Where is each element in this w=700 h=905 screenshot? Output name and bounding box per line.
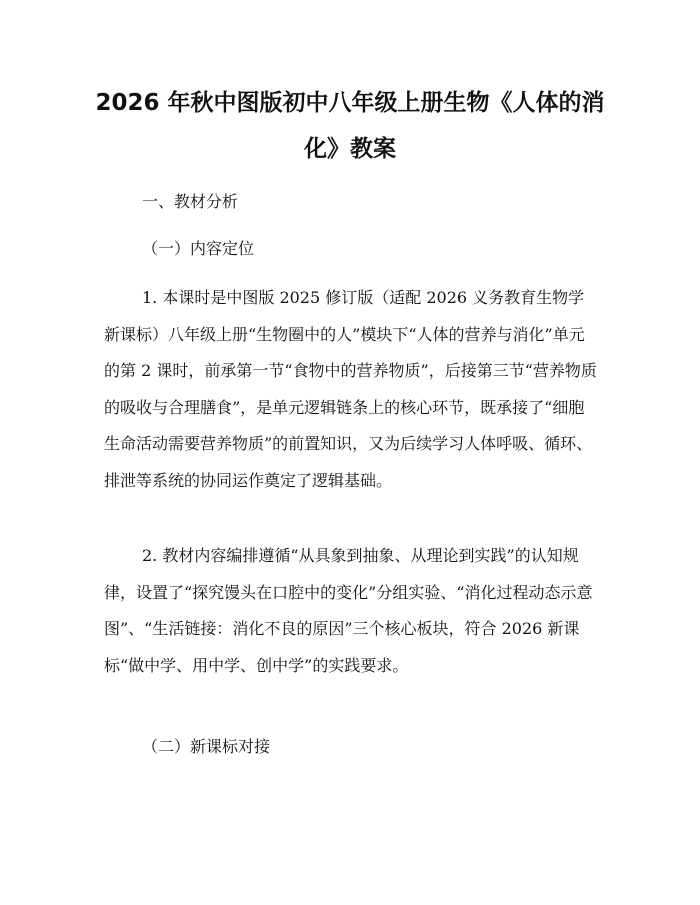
section-heading-teaching-material-analysis: 一、教材分析 [142, 192, 239, 211]
paragraph-content-positioning-2: 2. 教材内容编排遵循“从具象到抽象、从理论到实践”的认知规律，设置了“探究馒头在口腔中的变化”分组实验、“消化过程动态示意图”、“生活链接：消化不良的原因”三个核心板块，符合 2026 新课标“做中学、用中学、创中学”的实践要求。 [104, 546, 593, 675]
paragraph-content-positioning-1: 1. 本课时是中图版 2025 修订版（适配 2026 义务教育生物学新课标）八年级上册“生物圈中的人”模块下“人体的营养与消化”单元的第 2 课时，前承第一节“食物中的营养物质”，后接第三节“营养物质的吸收与合理膳食”，是单元逻辑链条上的核心环节，既承接了“细胞生命活动需要营养物质”的前置知识，又为后续学习人体呼吸、循环、排泄等系统的协同运作奠定了逻辑基础。 [104, 288, 597, 490]
subsection-heading-new-curriculum-alignment: （二）新课标对接 [142, 737, 271, 756]
document-title: 2026 年秋中图版初中八年级上册生物《人体的消化》教案 [95, 90, 605, 162]
subsection-heading-content-positioning: （一）内容定位 [142, 239, 255, 258]
